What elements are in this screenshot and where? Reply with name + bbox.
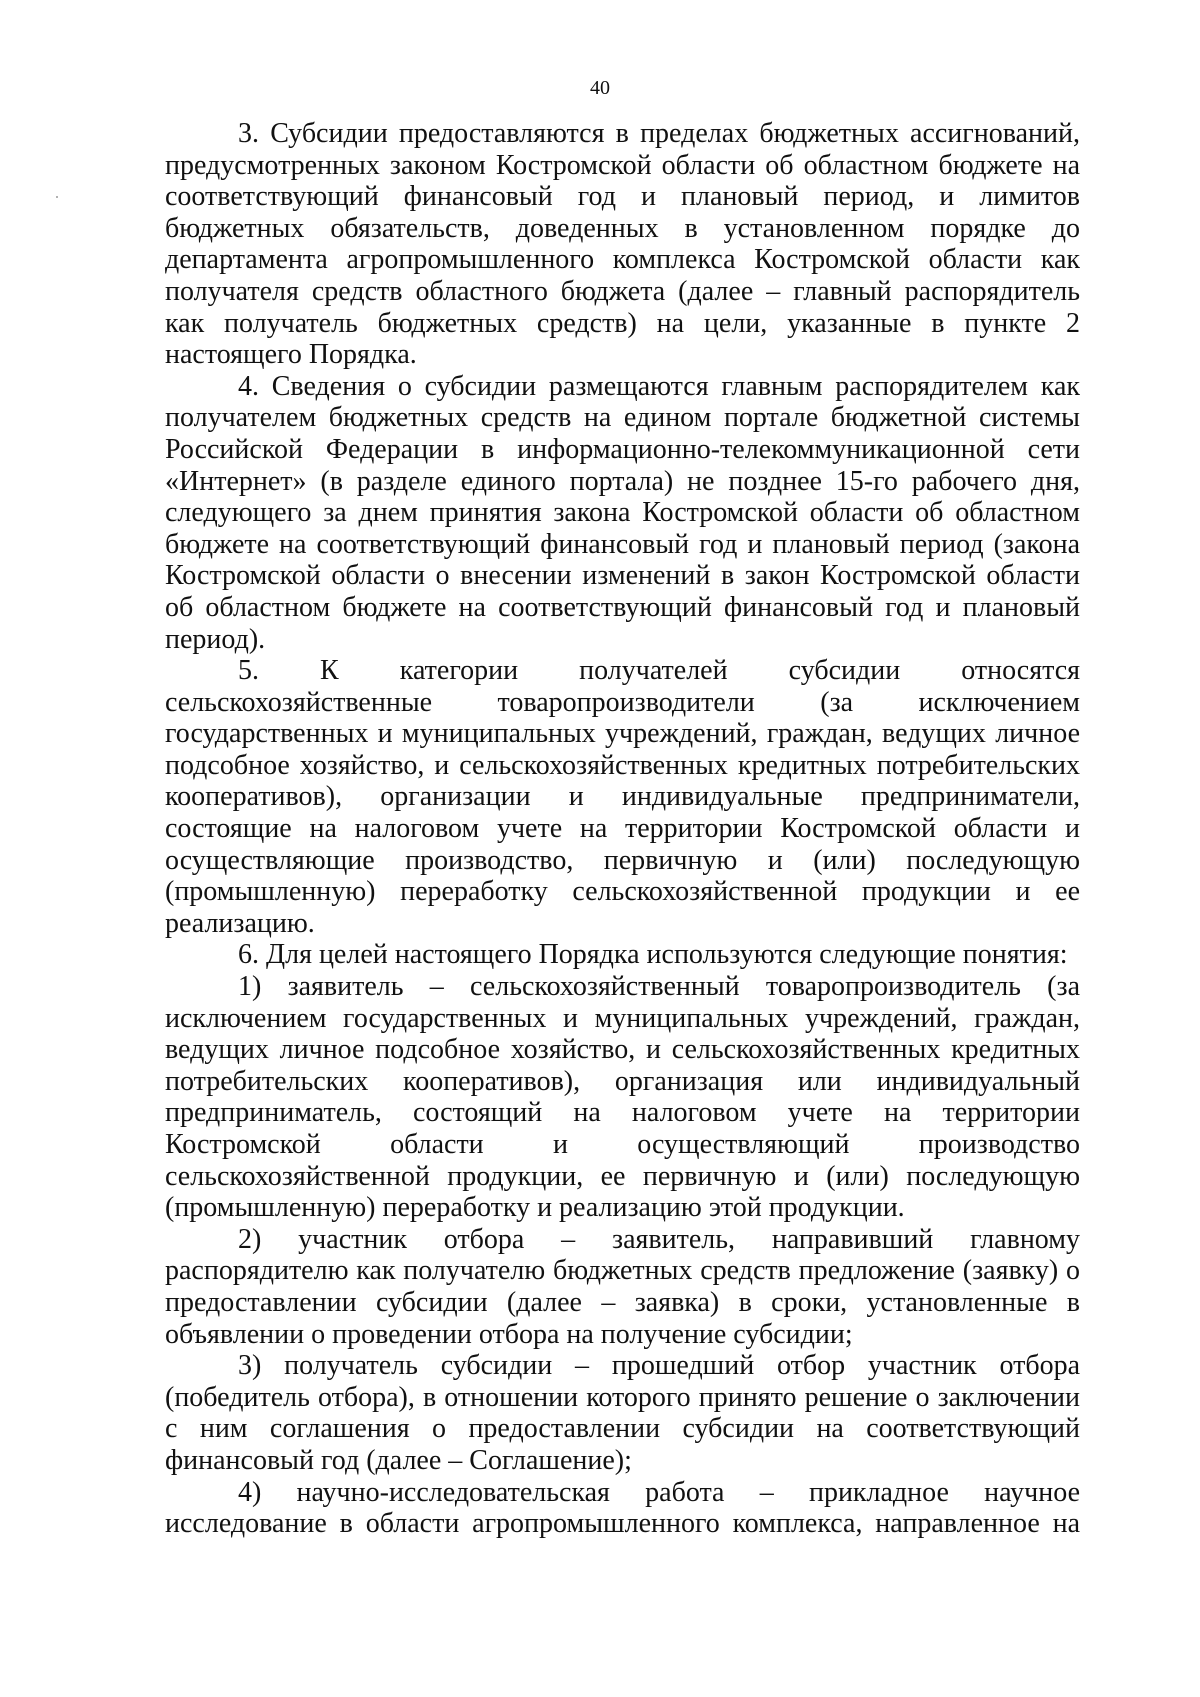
definition-subsidy-recipient: 3) получатель субсидии – прошедший отбор участник отбора (победитель отбора), в отношении которого принято решение о заключении с ним соглашения о предоставлении субсидии на соответствующий финансовый год (далее – Соглашение);	[165, 1350, 1080, 1476]
document-body	[165, 118, 1080, 1540]
scan-speck	[56, 196, 58, 198]
definition-research-work: 4) научно-исследовательская работа – прикладное научное исследование в области агропромышленного комплекса, направленное на	[165, 1476, 1080, 1540]
paragraph-6: 6. Для целей настоящего Порядка используются следующие понятия:	[238, 939, 1068, 971]
page-number: 40	[590, 77, 610, 99]
paragraph-5: 5. К категории получателей субсидии относятся сельскохозяйственные товаропроизводители (за исключением государственных и муниципальных учреждений, граждан, ведущих личное подсобное хозяйство, и сельскохозяйственных кредитных потребительских кооперативов), организации и индивидуальные предприниматели, состоящие на налоговом учете на территории Костромской области и осуществляющие производство, первичную и (или) последующую (промышленную) переработку сельскохозяйственной продукции и ее реализацию.	[165, 655, 1080, 939]
paragraph-4: 4. Сведения о субсидии размещаются главным распорядителем как получателем бюджетных средств на едином портале бюджетной системы Российской Федерации в информационно-телекоммуникационной сети «Интернет» (в разделе единого портала) не позднее 15-го рабочего дня, следующего за днем принятия закона Костромской области об областном бюджете на соответствующий финансовый год и плановый период (закона Костромской области о внесении изменений в закон Костромской области об областном бюджете на соответствующий финансовый год и плановый период).	[165, 370, 1080, 655]
paragraph-3: 3. Субсидии предоставляются в пределах бюджетных ассигнований, предусмотренных законом Костромской области об областном бюджете на соответствующий финансовый год и плановый период, и лимитов бюджетных обязательств, доведенных в установленном порядке до департамента агропромышленного комплекса Костромской области как получателя средств областного бюджета (далее – главный распорядитель как получатель бюджетных средств) на цели, указанные в пункте 2 настоящего Порядка.	[165, 118, 1080, 371]
definition-applicant: 1) заявитель – сельскохозяйственный товаропроизводитель (за исключением государственных и муниципальных учреждений, граждан, ведущих личное подсобное хозяйство, и сельскохозяйственных кредитных потребительских кооперативов), организация или индивидуальный предприниматель, состоящий на налоговом учете на территории Костромской области и осуществляющий производство сельскохозяйственной продукции, ее первичную и (или) последующую (промышленную) переработку и реализацию этой продукции.	[165, 971, 1080, 1224]
definition-selection-participant: 2) участник отбора – заявитель, направивший главному распорядителю как получателю бюджетных средств предложение (заявку) о предоставлении субсидии (далее – заявка) в сроки, установленные в объявлении о проведении отбора на получение субсидии;	[165, 1223, 1080, 1350]
